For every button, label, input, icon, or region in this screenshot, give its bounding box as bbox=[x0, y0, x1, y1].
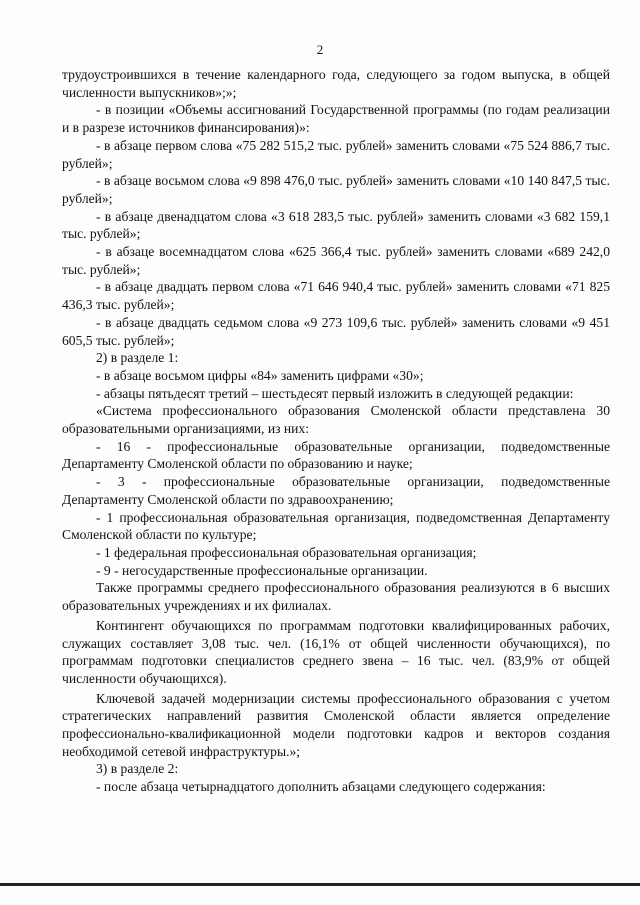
paragraph: Контингент обучающихся по программам подготовки квалифицированных рабочих, служащих составляет 3,08 тыс. чел. (16,1% от общей численности обучающихся), по программам подготовки специалистов среднего звена – 16 тыс. чел. (83,9% от общей численности обучающихся). bbox=[62, 617, 610, 686]
paragraph: - в позиции «Объемы ассигнований Государственной программы (по годам реализации и в разрезе источников финансирования)»: bbox=[62, 102, 610, 136]
paragraph: - в абзаце двадцать седьмом слова «9 273 109,6 тыс. рублей» заменить словами «9 451 605,5 тыс. рублей»; bbox=[62, 314, 610, 348]
paragraph: - в абзаце восьмом цифры «84» заменить цифрами «30»; bbox=[96, 367, 424, 383]
list-item: - 9 - негосударственные профессиональные организации. bbox=[96, 562, 428, 578]
paragraph: «Система профессионального образования Смоленской области представлена 30 образовательными организациями, из них: bbox=[62, 403, 610, 437]
paragraph: Также программы среднего профессионального образования реализуются в 6 высших образовательных учреждениях и их филиалах. bbox=[62, 580, 610, 614]
page-number: 2 bbox=[316, 42, 324, 57]
section-heading: 3) в разделе 2: bbox=[96, 761, 179, 777]
paragraph: Ключевой задачей модернизации системы профессионального образования с учетом стратегических направлений развития Смоленской области является определение профессионально-квалификационной модели подготовки кадров и векторов создания необходимой сетевой инфраструктуры.»; bbox=[62, 690, 610, 759]
paragraph: - в абзаце восьмом слова «9 898 476,0 тыс. рублей» заменить словами «10 140 847,5 тыс. рублей»; bbox=[62, 173, 610, 206]
paragraph: - в абзаце двадцать первом слова «71 646 940,4 тыс. рублей» заменить словами «71 825 436,3 тыс. рублей»; bbox=[62, 279, 610, 313]
paragraph: - абзацы пятьдесят третий – шестьдесят первый изложить в следующей редакции: bbox=[96, 385, 574, 401]
paragraph: - после абзаца четырнадцатого дополнить абзацами следующего содержания: bbox=[96, 779, 546, 795]
paragraph: трудоустроившихся в течение календарного года, следующего за годом выпуска, в общей численности выпускников»;»; bbox=[62, 67, 610, 100]
scan-edge-line bbox=[0, 883, 640, 886]
document-body bbox=[62, 66, 610, 796]
list-item: - 1 профессиональная образовательная организация, подведомственная Департаменту Смоленской области по культуре; bbox=[62, 509, 610, 543]
list-item: - 1 федеральная профессиональная образовательная организация; bbox=[96, 544, 477, 560]
section-heading: 2) в разделе 1: bbox=[96, 350, 179, 366]
paragraph: - в абзаце двенадцатом слова «3 618 283,5 тыс. рублей» заменить словами «3 682 159,1 тыс. рублей»; bbox=[62, 208, 610, 242]
paragraph: - в абзаце восемнадцатом слова «625 366,4 тыс. рублей» заменить словами «689 242,0 тыс. рублей»; bbox=[62, 244, 610, 277]
list-item: - 3 - профессиональные образовательные организации, подведомственные Департаменту Смоленской области по здравоохранению; bbox=[62, 474, 610, 507]
list-item: - 16 - профессиональные образовательные организации, подведомственные Департаменту Смоленской области по образованию и науке; bbox=[62, 438, 610, 472]
paragraph: - в абзаце первом слова «75 282 515,2 тыс. рублей» заменить словами «75 524 886,7 тыс. рублей»; bbox=[62, 137, 610, 171]
